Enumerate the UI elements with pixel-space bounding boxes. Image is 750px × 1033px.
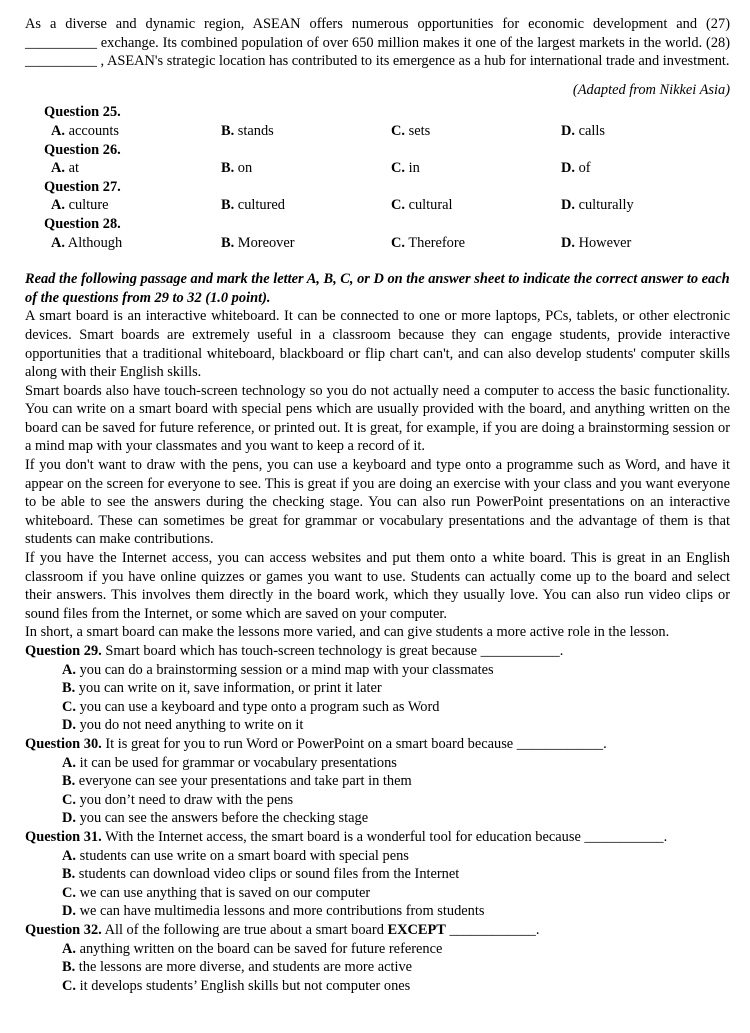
- answer-option: [62, 716, 730, 735]
- option-letter: C.: [391, 234, 405, 251]
- option-letter: A.: [51, 122, 65, 139]
- option-letter: C.: [62, 884, 76, 901]
- answer-option: [62, 884, 730, 903]
- option-letter: D.: [62, 717, 76, 734]
- option-letter: D.: [62, 810, 76, 827]
- source-citation: (Adapted from Nikkei Asia): [572, 81, 730, 98]
- option-row: [51, 196, 730, 215]
- answer-option: [561, 122, 605, 141]
- answer-option: [391, 196, 561, 215]
- option-letter: D.: [561, 160, 575, 177]
- option-text: you can see the answers before the checking stage: [76, 810, 369, 827]
- answer-option: [62, 977, 730, 996]
- answer-option: [221, 122, 391, 141]
- answer-option: [62, 772, 730, 791]
- question-label: Question 26.: [44, 141, 121, 158]
- answer-option: [62, 865, 730, 884]
- passage-paragraph: A smart board is an interactive whiteboard. It can be connected to one or more laptops, PCs, tablets, or other electronic devices. Smart boards are extremely useful in a classroom because they can engage students, provide interactive opportunities that a traditional whiteboard, blackboard or flip chart can't, and can also develop students' computer skills along with their English skills.: [25, 308, 730, 381]
- reading-passage: [25, 307, 730, 642]
- option-letter: D.: [561, 197, 575, 214]
- answer-option: [62, 847, 730, 866]
- answer-option: [62, 661, 730, 680]
- option-letter: A.: [51, 160, 65, 177]
- option-text: accounts: [65, 122, 119, 139]
- question-text: ____________.: [445, 921, 540, 938]
- answer-option: [62, 754, 730, 773]
- answer-option: [391, 159, 561, 178]
- option-text: you can write on it, save information, or print it later: [75, 680, 382, 697]
- passage-paragraph: If you have the Internet access, you can access websites and put them onto a white board. This is great in an English classroom if you have online quizzes or games you want to use. Students can actually come up to the board and select their answers. This involves them directly in the board work, which they usually love. You can also run video clips or sound files from the Internet, or some which are saved on your computer.: [25, 550, 730, 622]
- option-letter: A.: [62, 940, 76, 957]
- question-stem: [25, 642, 730, 661]
- option-text: we can have multimedia lessons and more contributions from students: [76, 903, 485, 920]
- question-text: Smart board which has touch-screen technology is great because ___________.: [101, 643, 564, 659]
- multiple-choice-section: [25, 103, 730, 252]
- option-row: [51, 122, 730, 141]
- option-text: culture: [65, 197, 109, 214]
- option-text: on: [234, 160, 253, 177]
- question-label: Question 30.: [25, 735, 102, 752]
- answer-option: [62, 958, 730, 977]
- answer-option: [62, 940, 730, 959]
- answer-option: [221, 159, 391, 178]
- option-letter: B.: [62, 773, 76, 790]
- option-text: Therefore: [405, 234, 466, 251]
- option-text: of: [575, 160, 591, 177]
- option-text: sets: [405, 122, 431, 139]
- option-text: everyone can see your presentations and take part in them: [75, 773, 412, 790]
- option-letter: B.: [62, 866, 76, 883]
- question-text: With the Internet access, the smart board is a wonderful tool for education because ___________.: [101, 828, 668, 845]
- option-text: stands: [234, 122, 274, 139]
- intro-paragraph: As a diverse and dynamic region, ASEAN offers numerous opportunities for economic development and (27) __________ exchange. Its combined population of over 650 million makes it one of the largest markets in the world. (28) __________ , ASEAN's strategic location has contributed to its emergence as a hub for international trade and investment.: [25, 16, 730, 70]
- option-text: it can be used for grammar or vocabulary presentations: [76, 754, 397, 771]
- option-letter: C.: [62, 698, 76, 715]
- option-text: cultural: [405, 197, 453, 214]
- option-row: [51, 234, 730, 253]
- passage-paragraph: In short, a smart board can make the lessons more varied, and can give students a more active role in the lesson.: [25, 624, 670, 641]
- question-label: Question 28.: [44, 215, 121, 232]
- answer-option: [51, 122, 221, 141]
- question-label: Question 25.: [44, 104, 121, 121]
- reading-questions: [25, 642, 730, 995]
- answer-option: [62, 809, 730, 828]
- option-text: culturally: [575, 197, 634, 214]
- option-letter: A.: [62, 754, 76, 771]
- question-stem: [25, 921, 730, 940]
- passage-paragraph: Smart boards also have touch-screen technology so you do not actually need a computer to access the basic functionality. You can write on a smart board with special pens which are usually provided with the board, and anything written on the board can be saved for future reference, or printed out. It is great, for example, if you are doing a brainstorming session or a mind map with your classmates and you want to keep a record of it.: [25, 382, 730, 455]
- option-letter: A.: [51, 197, 65, 214]
- option-text: calls: [575, 122, 605, 139]
- option-letter: C.: [391, 122, 405, 139]
- question-stem: [25, 735, 730, 754]
- option-text: cultured: [234, 197, 285, 214]
- option-text: you do not need anything to write on it: [76, 717, 304, 734]
- answer-option: [221, 196, 391, 215]
- option-text: in: [405, 160, 420, 177]
- option-letter: B.: [62, 680, 76, 697]
- answer-option: [62, 679, 730, 698]
- option-letter: B.: [221, 234, 235, 251]
- option-letter: B.: [221, 197, 235, 214]
- option-letter: C.: [62, 791, 76, 808]
- reading-instruction: Read the following passage and mark the letter A, B, C, or D on the answer sheet to indicate the correct answer to each of the questions from 29 to 32 (1.0 point).: [25, 271, 730, 306]
- answer-option: [62, 902, 730, 921]
- option-text: students can download video clips or sound files from the Internet: [75, 866, 460, 883]
- option-letter: A.: [51, 234, 65, 251]
- question-label: Question 31.: [25, 828, 102, 845]
- question-text: It is great for you to run Word or PowerPoint on a smart board because ____________.: [101, 735, 607, 752]
- option-text: we can use anything that is saved on our computer: [76, 884, 371, 901]
- answer-option: [561, 234, 631, 253]
- option-row: [51, 159, 730, 178]
- answer-option: [62, 791, 730, 810]
- option-letter: C.: [62, 977, 76, 994]
- option-text: you can use a keyboard and type onto a program such as Word: [76, 698, 440, 715]
- question-stem: [25, 828, 730, 847]
- question-keyword: EXCEPT: [387, 921, 446, 938]
- option-letter: B.: [62, 959, 76, 976]
- question-label: Question 27.: [44, 178, 121, 195]
- option-letter: D.: [561, 234, 575, 251]
- question-label: Question 32.: [25, 921, 102, 938]
- answer-option: [62, 698, 730, 717]
- option-text: However: [575, 234, 632, 251]
- answer-option: [391, 234, 561, 253]
- option-text: Moreover: [234, 234, 295, 251]
- answer-option: [561, 196, 634, 215]
- option-text: the lessons are more diverse, and students are more active: [75, 959, 413, 976]
- answer-option: [51, 234, 221, 253]
- option-letter: A.: [62, 661, 76, 678]
- option-letter: B.: [221, 160, 235, 177]
- option-text: you can do a brainstorming session or a mind map with your classmates: [76, 661, 494, 678]
- option-text: at: [65, 160, 79, 177]
- answer-option: [51, 159, 221, 178]
- question-label: Question 29.: [25, 643, 102, 659]
- answer-option: [561, 159, 591, 178]
- option-letter: A.: [62, 847, 76, 864]
- option-text: anything written on the board can be saved for future reference: [76, 940, 443, 957]
- option-letter: D.: [62, 903, 76, 920]
- option-letter: D.: [561, 122, 575, 139]
- answer-option: [51, 196, 221, 215]
- question-text: All of the following are true about a smart board: [101, 921, 388, 938]
- option-text: it develops students’ English skills but not computer ones: [76, 977, 411, 994]
- option-letter: C.: [391, 160, 405, 177]
- option-text: students can use write on a smart board with special pens: [76, 847, 409, 864]
- option-text: Although: [65, 234, 123, 251]
- answer-option: [221, 234, 391, 253]
- option-text: you don’t need to draw with the pens: [76, 791, 294, 808]
- option-letter: B.: [221, 122, 235, 139]
- answer-option: [391, 122, 561, 141]
- passage-paragraph: If you don't want to draw with the pens, you can use a keyboard and type onto a programme such as Word, and have it appear on the screen for everyone to see. This is great if you are doing an exercise with your class and you want everyone to be able to see the answers during the checking stage. You can also run PowerPoint presentations on an interactive whiteboard. These can sometimes be great for grammar or vocabulary presentations and the advantage of them is that students can make contributions.: [25, 457, 730, 548]
- option-letter: C.: [391, 197, 405, 214]
